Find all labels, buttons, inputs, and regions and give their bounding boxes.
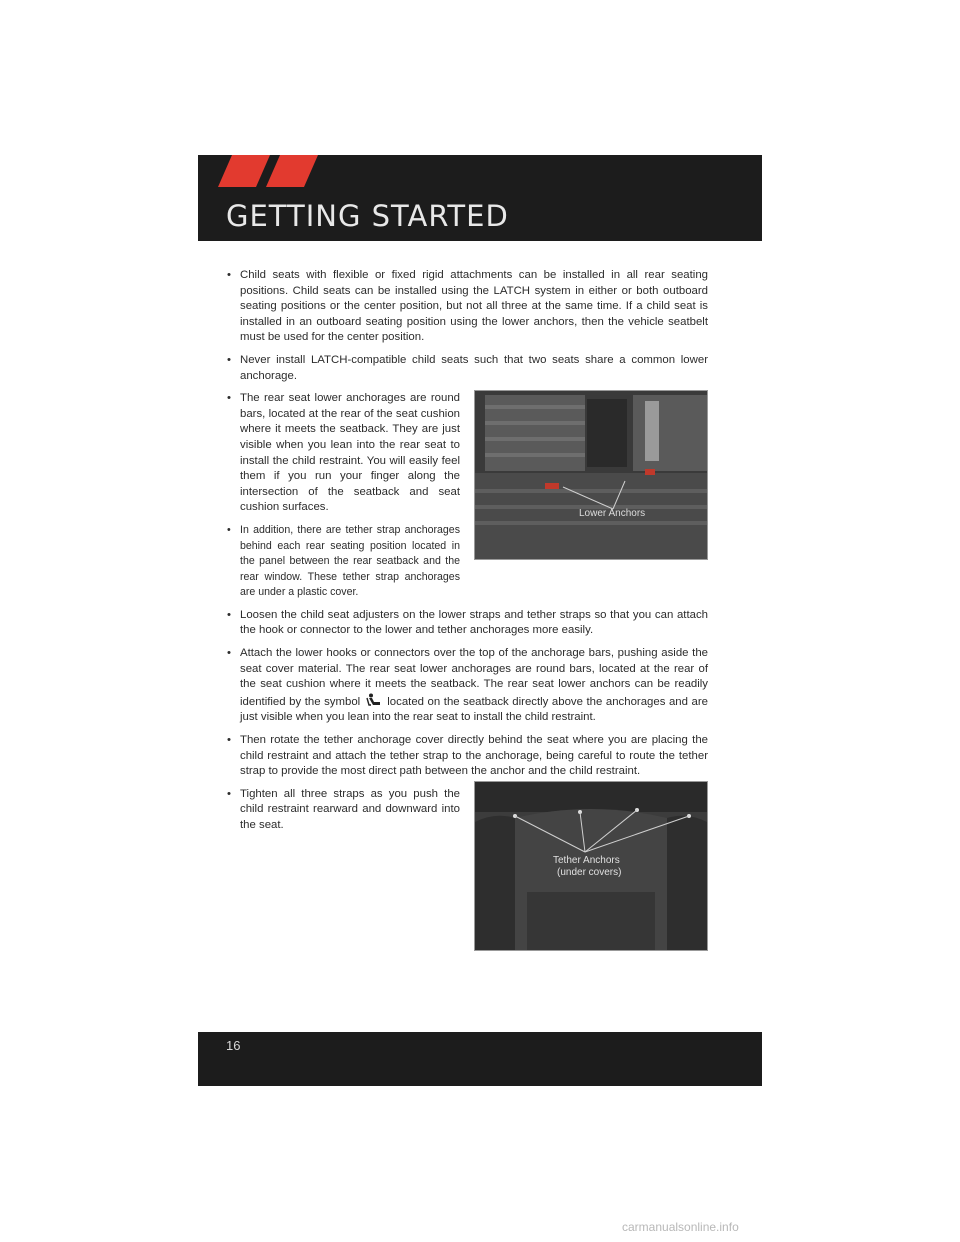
list-item: [224, 646, 708, 726]
tether-anchors-photo: [474, 781, 708, 951]
seatback-image: [475, 782, 707, 950]
child-seat-icon: [366, 693, 382, 707]
list-item: • Loosen the child seat adjusters on the lower straps and tether straps so that you can attach the hook or connector to the lower and tether anchorages more easily.: [224, 608, 708, 639]
watermark: carmanualsonline.info: [622, 1220, 739, 1234]
list-item: • Then rotate the tether anchorage cover directly behind the seat where you are placing the child restraint and attach the tether strap to the anchorage, being careful to route the tether strap to provide the most direct path between the anchor and the child restraint.: [224, 733, 708, 780]
page-number: 16: [226, 1038, 241, 1053]
attach-text-after: located on the seatback directly above the anchorages and are just visible when you lean into the rear seat to install the child restraint.: [240, 695, 708, 724]
list-item: • In addition, there are tether strap anchorages behind each rear seating position located in the panel between the rear seatback and the rear window. These tether strap anchorages are under a plastic cover.: [224, 523, 460, 601]
page-footer: [198, 1032, 762, 1086]
tether-anchors-sublabel: (under covers): [557, 867, 622, 878]
page-title: GETTING STARTED: [226, 199, 509, 233]
racing-stripes-logo: [218, 155, 338, 187]
list-item: • The rear seat lower anchorages are round bars, located at the rear of the seat cushion where it meets the seatback. They are just visible when you lean into the rear seat to install the child restraint. You will easily feel them if you run your finger along the intersection of the seatback and seat cushion surfaces.: [224, 391, 460, 516]
lower-anchors-photo: [474, 390, 708, 560]
lower-anchors-label: Lower Anchors: [579, 508, 646, 519]
list-item: • Tighten all three straps as you push the child restraint rearward and downward into the seat.: [224, 787, 460, 834]
rear-seat-image: [475, 391, 707, 559]
section-header: [198, 155, 762, 241]
list-item: • Child seats with flexible or fixed rigid attachments can be installed in all rear seating positions. Child seats can be installed using the LATCH system in either or both outboard seating positions or the center position, but not all three at the same time. If a child seat is installed in an outboard seating position using the lower anchors, then the vehicle seatbelt must be used for the center position.: [224, 268, 708, 346]
list-item: • Never install LATCH-compatible child seats such that two seats share a common lower anchorage.: [224, 353, 708, 384]
tether-anchors-label: Tether Anchors: [553, 855, 620, 866]
attach-text-before: Attach the lower hooks or connectors over the top of the anchorage bars, pushing aside the seat cover material. The rear seat lower anchorages are round bars, located at the rear of the seat cushion where it meets the seatback. The rear seat lower anchors can be readily identified by the symbol: [240, 647, 708, 708]
